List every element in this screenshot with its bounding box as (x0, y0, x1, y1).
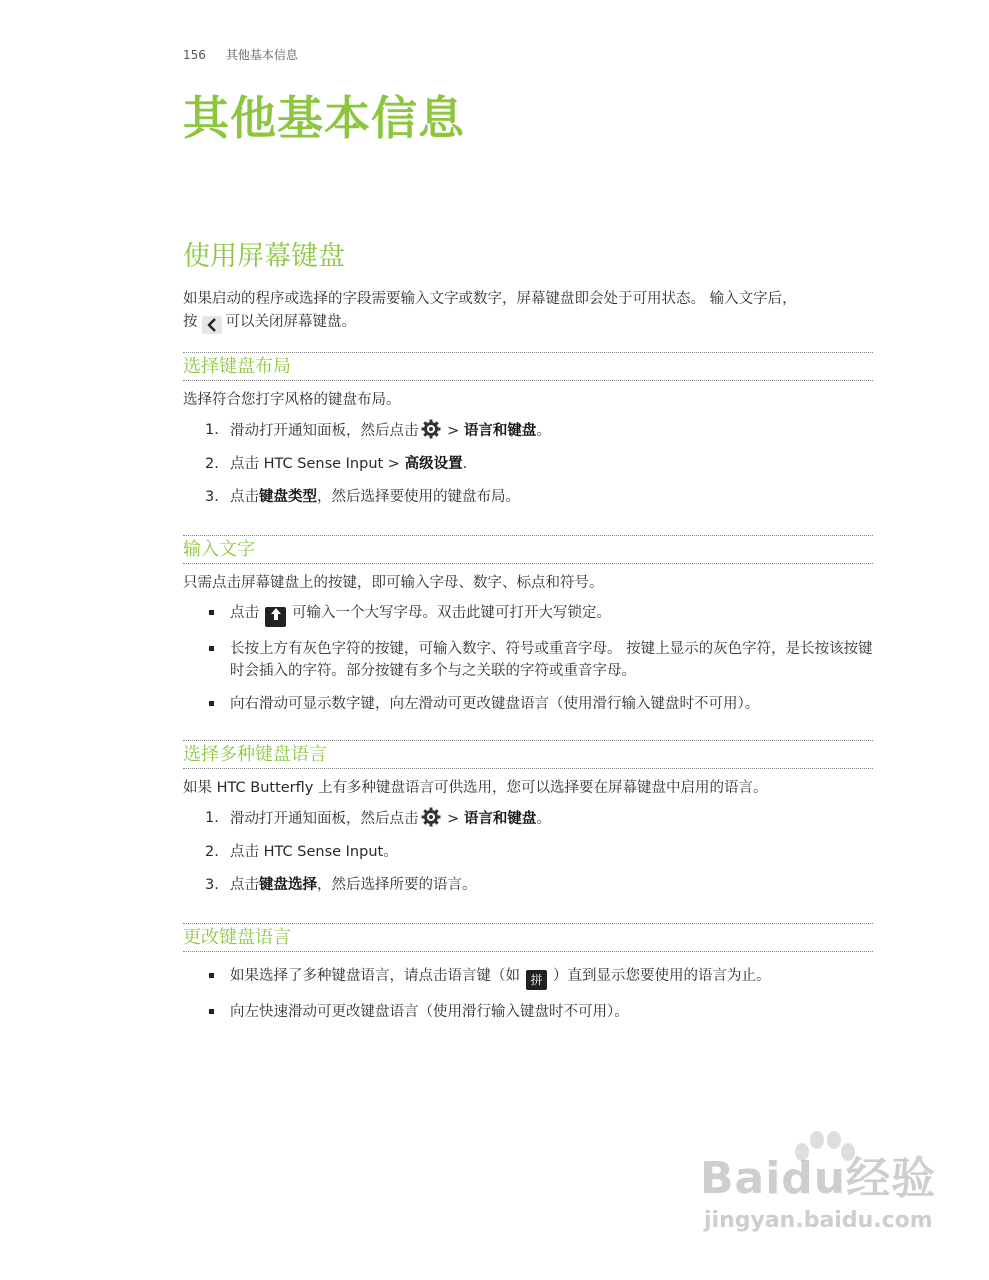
bullet-marker (209, 701, 214, 706)
list-item: 长按上方有灰色字符的按键，可输入数字、符号或重音字母。 按键上显示的灰色字符，是长按该按键时会插入的字符。部分按键有多个与之关联的字符或重音字母。 (183, 638, 873, 682)
subsection-title: 选择多种键盘语言 (183, 740, 873, 769)
step-number: 1. (205, 810, 219, 826)
step-number: 2. (205, 456, 219, 472)
watermark-logo: Baidu经验 (700, 1153, 937, 1204)
shift-key-icon (265, 607, 286, 627)
intro-line-2-post: 可以关闭屏幕键盘。 (225, 314, 356, 330)
back-key-icon (202, 316, 222, 334)
subsection-input-text (183, 535, 873, 726)
intro-line-1: 如果启动的程序或选择的字段需要输入文字或数字，屏幕键盘即会处于可用状态。 输入文字后， (183, 291, 797, 307)
intro-paragraph (183, 288, 873, 334)
gear-icon (421, 807, 441, 827)
intro-line-2-pre: 按 (183, 314, 198, 330)
step-number: 3. (205, 877, 219, 893)
list-item: 2. 点击 HTC Sense Input。 (183, 841, 873, 863)
subsection-select-languages (183, 740, 873, 907)
subsection-desc: 选择符合您打字风格的键盘布局。 (183, 392, 401, 408)
gear-icon (421, 419, 441, 439)
list-item: 如果选择了多种键盘语言，请点击语言键（如 拼 ）直到显示您要使用的语言为止。 (183, 965, 873, 990)
bullet-marker (209, 610, 214, 615)
list-item: 1. 滑动打开通知面板，然后点击 > 语言和键盘。 (183, 419, 873, 442)
step-number: 3. (205, 489, 219, 505)
baidu-watermark (700, 1130, 940, 1250)
list-item: 1. 滑动打开通知面板，然后点击 > 语言和键盘。 (183, 807, 873, 830)
list-item: 点击 可输入一个大写字母。双击此键可打开大写锁定。 (183, 602, 873, 627)
list-item: 2. 点击 HTC Sense Input > 高级设置. (183, 453, 873, 475)
running-title: 其他基本信息 (225, 48, 298, 62)
subsection-title: 选择键盘布局 (183, 352, 873, 381)
list-item: 3. 点击键盘选择，然后选择所要的语言。 (183, 874, 873, 896)
section-title: 使用屏幕键盘 (183, 241, 345, 272)
step-number: 2. (205, 844, 219, 860)
page-number: 156 (183, 48, 206, 62)
list-item: 3. 点击键盘类型，然后选择要使用的键盘布局。 (183, 486, 873, 508)
list-item: 向左快速滑动可更改键盘语言（使用滑行输入键盘时不可用）。 (183, 1001, 873, 1023)
step-number: 1. (205, 422, 219, 438)
list-item: 向右滑动可显示数字键，向左滑动可更改键盘语言（使用滑行输入键盘时不可用）。 (183, 693, 873, 715)
subsection-title: 输入文字 (183, 535, 873, 564)
running-header (183, 46, 298, 63)
bullet-marker (209, 1009, 214, 1014)
language-key-icon: 拼 (526, 970, 547, 990)
bullet-marker (209, 973, 214, 978)
subsection-change-language (183, 923, 873, 1034)
watermark-url: jingyan.baidu.com (704, 1208, 933, 1233)
chapter-title: 其他基本信息 (183, 91, 465, 145)
bullet-marker (209, 646, 214, 651)
subsection-keyboard-layout (183, 352, 873, 519)
subsection-desc: 只需点击屏幕键盘上的按键，即可输入字母、数字、标点和符号。 (183, 575, 604, 591)
subsection-title: 更改键盘语言 (183, 923, 873, 952)
subsection-desc: 如果 HTC Butterfly 上有多种键盘语言可供选用，您可以选择要在屏幕键盘中启用的语言。 (183, 780, 768, 796)
